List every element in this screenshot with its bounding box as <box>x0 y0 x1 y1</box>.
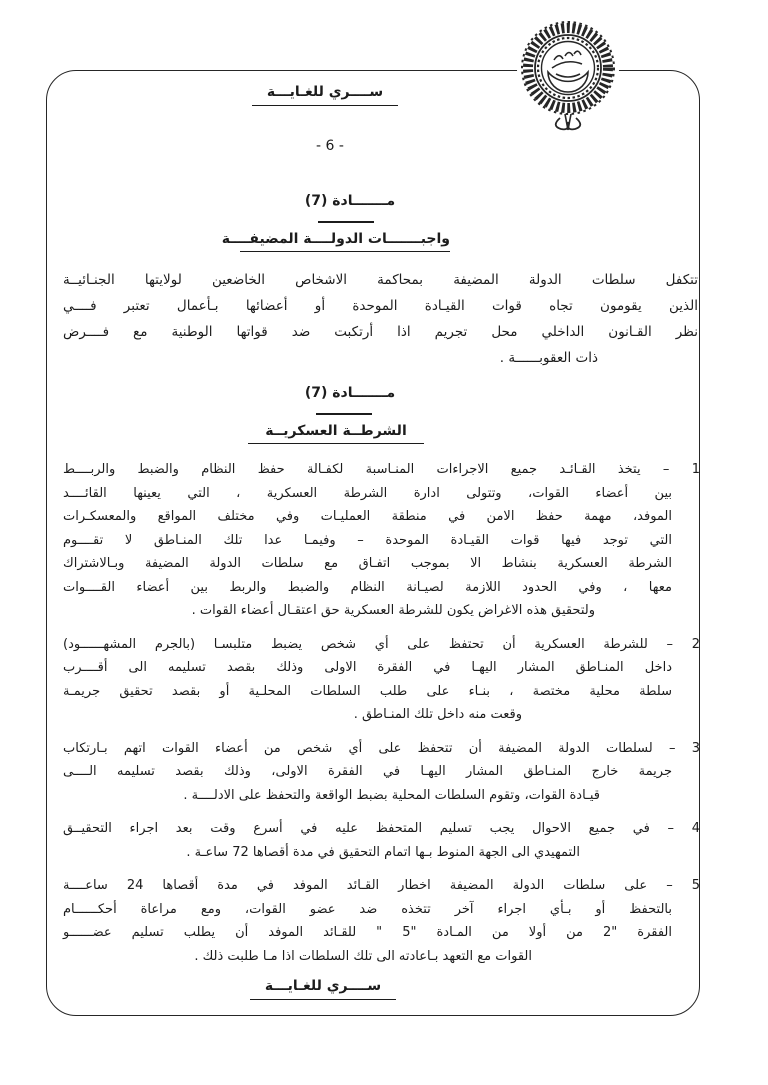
military-police-items <box>63 458 700 978</box>
military-police-item-3 <box>63 737 700 808</box>
text-line: قيـادة القوات، وتقوم السلطات المحلية بضبط الواقعة والتحفظ على الادلــــة . <box>183 787 600 803</box>
text-line: وقعت منه داخل تلك المنـاطق . <box>353 707 522 722</box>
article-7-military-police-title: مـــــــادة (7) <box>304 385 396 401</box>
page-number: - 6 - <box>316 138 344 154</box>
text-line: القوات مع التعهد بـاعادته الى تلك السلطات اذا مـا طلبت ذلك . <box>194 948 532 964</box>
host-state-duties-heading: واجبـــــــات الدولــــة المضيفــــة <box>240 231 450 252</box>
text-line: التي توجد فيها قوات القيـادة الموحدة – وفيمـا عدا تلك المنـاطق لا تقــــوم <box>63 532 672 548</box>
text-line: تتكفل سلطات الدولة المضيفة بمحاكمة الاشخاص الخاضعين لولايتها الجنـائيــة <box>63 272 698 288</box>
classification-top: ســــري للغـايـــة <box>252 84 398 106</box>
article-7-duties-title-underline <box>318 221 374 223</box>
arab-league-emblem-icon <box>514 10 622 134</box>
text-line: جريمة خارج المنـاطق المشار اليهـا في الفقرة الاولى، وذلك بقصد تسليمه الــــى <box>63 764 672 779</box>
text-line: الموفد، مهمة حفظ الامن في منطقة العمليـات وفي مختلف المواقع والمعسكـرات <box>63 509 672 524</box>
text-line: 3 – لسلطات الدولة المضيفة أن تتحفظ على أي شخص من أعضاء القوات اتهم بـارتكاب <box>63 740 700 756</box>
text-line: 5 – على سلطات الدولة المضيفة اخطار القـائد الموفد في مدة أقصاها 24 ساعــــة <box>63 878 700 893</box>
text-line: سلطة محلية مختصة ، بنـاء على طلب السلطات المحلـية أو بقصد تحقيق جريمـة <box>63 683 672 699</box>
text-line: بين أعضاء القوات، وتتولى ادارة الشرطة العسكرية ، التي يعينها القائــــد <box>63 485 672 501</box>
military-police-item-4 <box>63 817 700 864</box>
text-line: ولتحقيق هذه الاغراض يكون للشرطة العسكرية حق اعتقـال أعضاء القوات . <box>191 603 595 618</box>
text-line: ذات العقوبــــــة . <box>499 350 598 366</box>
article-7-duties-title: مـــــــادة (7) <box>304 193 396 209</box>
text-line: داخل المنـاطق المشار اليهـا في الفقرة الاولى وذلك بقصد تسليمه الى أقــــرب <box>63 660 672 675</box>
host-state-duties-paragraph <box>63 267 698 371</box>
text-line: بالتحفظ أو بـأي اجراء آخر تتخذه ضد عضو القوات، ومع مراعاة أحكــــــام <box>63 901 672 917</box>
text-line: نظر القـانون الداخلي محل تجريم اذا أرتكبت ضد قواتها الوطنية مع فــــرض <box>63 324 698 340</box>
text-line: الشرطة العسكرية بنشاط الا بموجب اتفـاق مع سلطات الدولة المضيفة وبـالاشتراك <box>63 556 672 571</box>
classification-bottom: ســــري للغـايـــة <box>250 978 396 1000</box>
text-line: الذين يقومون تجاه قوات القيـادة الموحدة أو أعضائها بـأعمال تعتبر فــــي <box>63 298 698 314</box>
military-police-heading: الشرطــة العسكريــة <box>248 423 424 444</box>
military-police-item-5 <box>63 874 700 968</box>
text-line: 4 – في جميع الاحوال يجب تسليم المتحفظ عليه في أسرع وقت بعد اجراء التحقيــق <box>63 821 700 836</box>
article-7-military-police-title-underline <box>316 413 372 415</box>
text-line: معها ، وفي الحدود اللازمة لصيـانة النظام والضبط والربط بين أعضاء القــــوات <box>63 579 672 595</box>
text-line: 2 – للشرطة العسكرية أن تحتفظ على أي شخص يضبط متلبسـا (بالجرم المشهــــــود) <box>63 636 700 652</box>
military-police-item-2 <box>63 633 700 727</box>
text-line: 1 – يتخذ القـائـد جميع الاجراءات المنـاسبة لكفـالة حفظ النظام والضبط والربــــط <box>63 462 700 477</box>
military-police-item-1 <box>63 458 700 623</box>
text-line: التمهيدي الى الجهة المنوط بـها اتمام التحقيق في مدة أقصاها 72 ساعـة . <box>186 844 580 860</box>
text-line: الفقرة "2 من أولا من المـادة "5 " للقـائد الموفد أن يطلب تسليم عضــــــو <box>63 925 672 940</box>
